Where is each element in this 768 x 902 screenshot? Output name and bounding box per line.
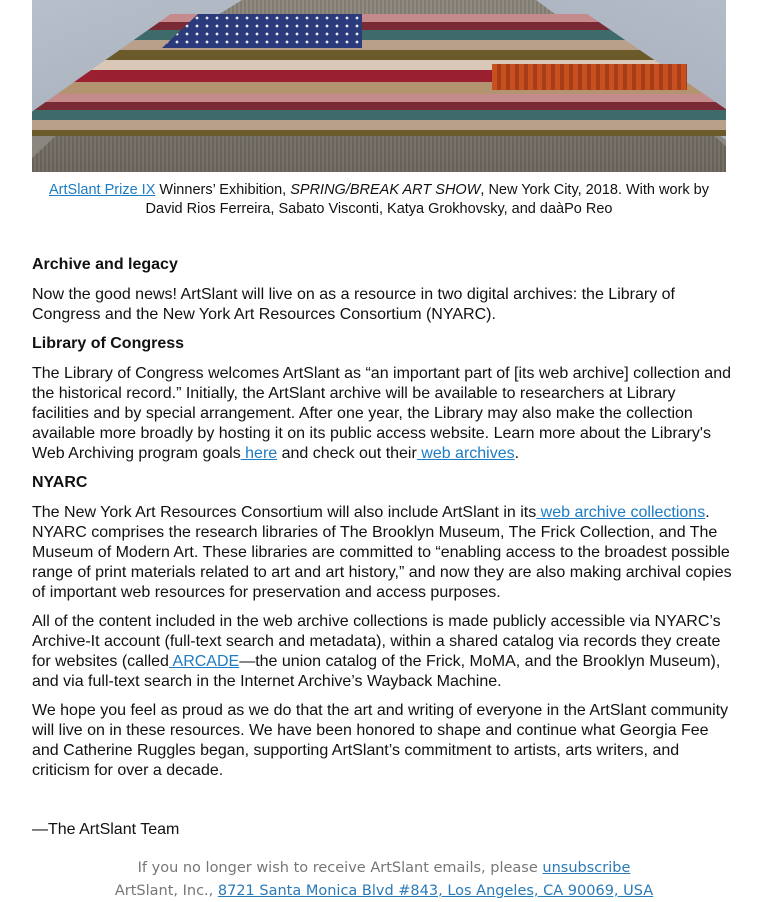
- arcade-link[interactable]: ARCADE: [168, 653, 240, 670]
- hero-image: [32, 0, 726, 172]
- unsubscribe-text: If you no longer wish to receive ArtSlant emails, please: [137, 860, 543, 876]
- archive-paragraph: Now the good news! ArtSlant will live on as a resource in two digital archives: the Library of Congress and the New York Art Resources Consortium (NYARC).: [32, 286, 675, 323]
- loc-text: and check out their: [277, 445, 417, 462]
- nyarc-text: The New York Art Resources Consortium will also include ArtSlant in its: [32, 504, 537, 521]
- artslant-prize-link[interactable]: ArtSlant Prize IX: [49, 182, 156, 198]
- address-link[interactable]: 8721 Santa Monica Blvd #843, Los Angeles, CA 90069, USA: [217, 883, 654, 899]
- nyarc-text: —the union catalog of the Frick, MoMA, and the Brooklyn Museum), and via full-text search in the Internet Archive’s Wayback Machine.: [32, 653, 721, 690]
- signature: —The ArtSlant Team: [32, 821, 180, 838]
- web-archive-collections-link[interactable]: web archive collections: [536, 504, 706, 521]
- nyarc-text: All of the content included in the web archive collections is made publicly accessible via NYARC’s Archive-It account (full-text search and metadata), within a shared catalog via records they create for websites (called: [32, 613, 721, 670]
- unsubscribe-link[interactable]: unsubscribe: [542, 860, 631, 876]
- nyarc-text: . NYARC comprises the research libraries of The Brooklyn Museum, The Frick Collection, and The Museum of Modern Art. These libraries are committed to “enabling access to the broadest possible range of print materials related to art and art history,” and now they are also making archival copies of important web resources for preservation and access purposes.: [32, 504, 732, 601]
- web-archives-link[interactable]: web archives: [416, 445, 515, 462]
- company-name: ArtSlant, Inc.,: [114, 883, 218, 899]
- closing-paragraph: We hope you feel as proud as we do that the art and writing of everyone in the ArtSlant community will live on in these resources. We have been honored to shape and continue what Georgia Fee and Catherine Ruggles began, supporting ArtSlant’s commitment to artists, arts writers, and criticism for over a decade.: [32, 702, 729, 779]
- footer-address-line: [0, 880, 768, 902]
- here-link[interactable]: here: [240, 445, 278, 462]
- footer-unsubscribe-line: [0, 857, 768, 880]
- quilt-patch: [492, 64, 687, 90]
- caption-show-title: SPRING/BREAK ART SHOW: [290, 182, 481, 198]
- loc-paragraph: [32, 364, 734, 464]
- caption-text: , New York City, 2018. With work by David Rios Ferreira, Sabato Visconti, Katya Grokhovsky, and daàPo Reo: [145, 182, 709, 217]
- image-caption: [32, 181, 726, 219]
- loc-text: .: [514, 445, 520, 462]
- nyarc-paragraph-1: [32, 503, 734, 603]
- heading-nyarc: NYARC: [32, 474, 88, 491]
- heading-archive: Archive and legacy: [32, 256, 178, 273]
- loc-text: The Library of Congress welcomes ArtSlant as “an important part of [its web archive] collection and the historical record.” Initially, the ArtSlant archive will be available to researchers at Library facilities and by special arrangement. After one year, the Library may also make the collection available more broadly by hosting it on its public access website. Learn more about the Library's Web Archiving program goals: [32, 365, 731, 462]
- nyarc-paragraph-2: [32, 612, 734, 692]
- heading-library-of-congress: Library of Congress: [32, 335, 185, 352]
- caption-text: Winners’ Exhibition,: [155, 182, 291, 198]
